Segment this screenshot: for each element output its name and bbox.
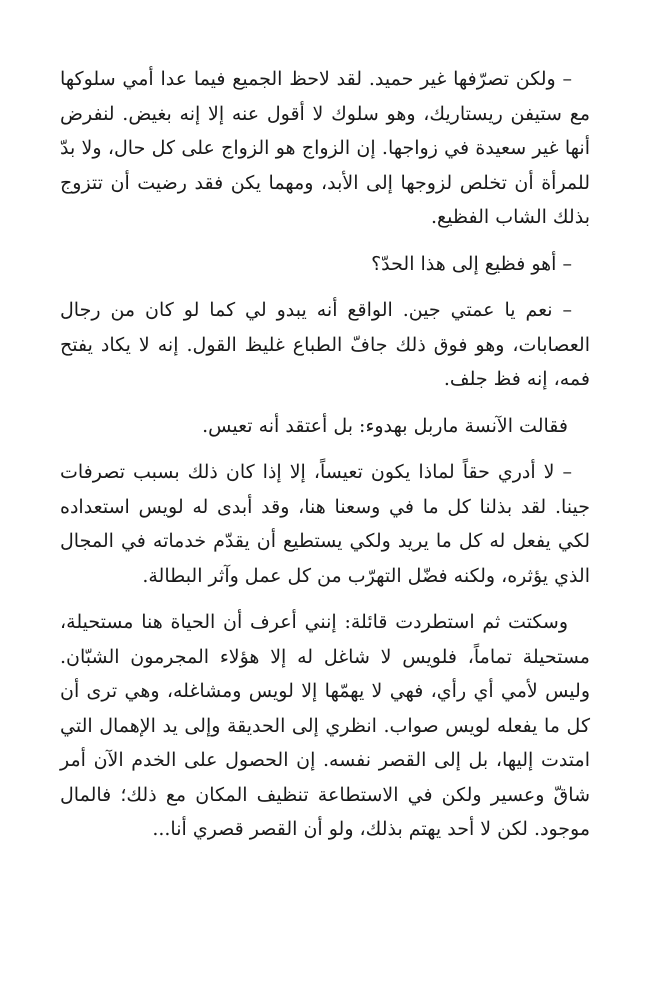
book-page [60,62,590,859]
paragraph-5: – لا أدري حقاً لماذا يكون تعيساً، إلا إذا كان ذلك بسبب تصرفات جينا. لقد بذلنا كل ما في وسعنا هنا، وقد أبدى له لويس استعداده لكي يفعل له كل ما يريد ولكي يستطيع أن يقدّم خدماته في المجال الذي يؤثره، ولكنه فضّل التهرّب من كل عمل وآثر البطالة. [60,461,590,587]
paragraph-2: – أهو فظيع إلى هذا الحدّ؟ [371,252,572,275]
paragraph-3: – نعم يا عمتي جين. الواقع أنه يبدو لي كما لو كان من رجال العصابات، وهو فوق ذلك جافّ الطباع غليظ القول. إنه لا يكاد يفتح فمه، إنه فظ جلف. [60,299,590,390]
paragraph-4: فقالت الآنسة ماربل بهدوء: بل أعتقد أنه تعيس. [202,414,568,437]
paragraph-6: وسكتت ثم استطردت قائلة: إنني أعرف أن الحياة هنا مستحيلة، مستحيلة تماماً، فلويس لا شاغل له إلا هؤلاء المجرمون الشبّان. وليس لأمي أي رأي، فهي لا يهمّها إلا لويس ومشاغله، وهي ترى أن كل ما يفعله لويس صواب. انظري إلى الحديقة وإلى يد الإهمال التي امتدت إليها، بل إلى القصر نفسه. إن الحصول على الخدم الآن أمر شاقّ وعسير ولكن في الاستطاعة تنظيف المكان مع ذلك؛ فالمال موجود. لكن لا أحد يهتم بذلك، ولو أن القصر قصري أنا... [60,611,590,840]
paragraph-1: – ولكن تصرّفها غير حميد. لقد لاحظ الجميع فيما عدا أمي سلوكها مع ستيفن ريستاريك، وهو سلوك لا أقول عنه إلا إنه بغيض. لنفرض أنها غير سعيدة في زواجها. إن الزواج هو الزواج على كل حال، ولا بدّ للمرأة أن تخلص لزوجها إلى الأبد، ومهما يكن فقد رضيت أن تتزوج بذلك الشاب الفظيع. [60,68,590,228]
